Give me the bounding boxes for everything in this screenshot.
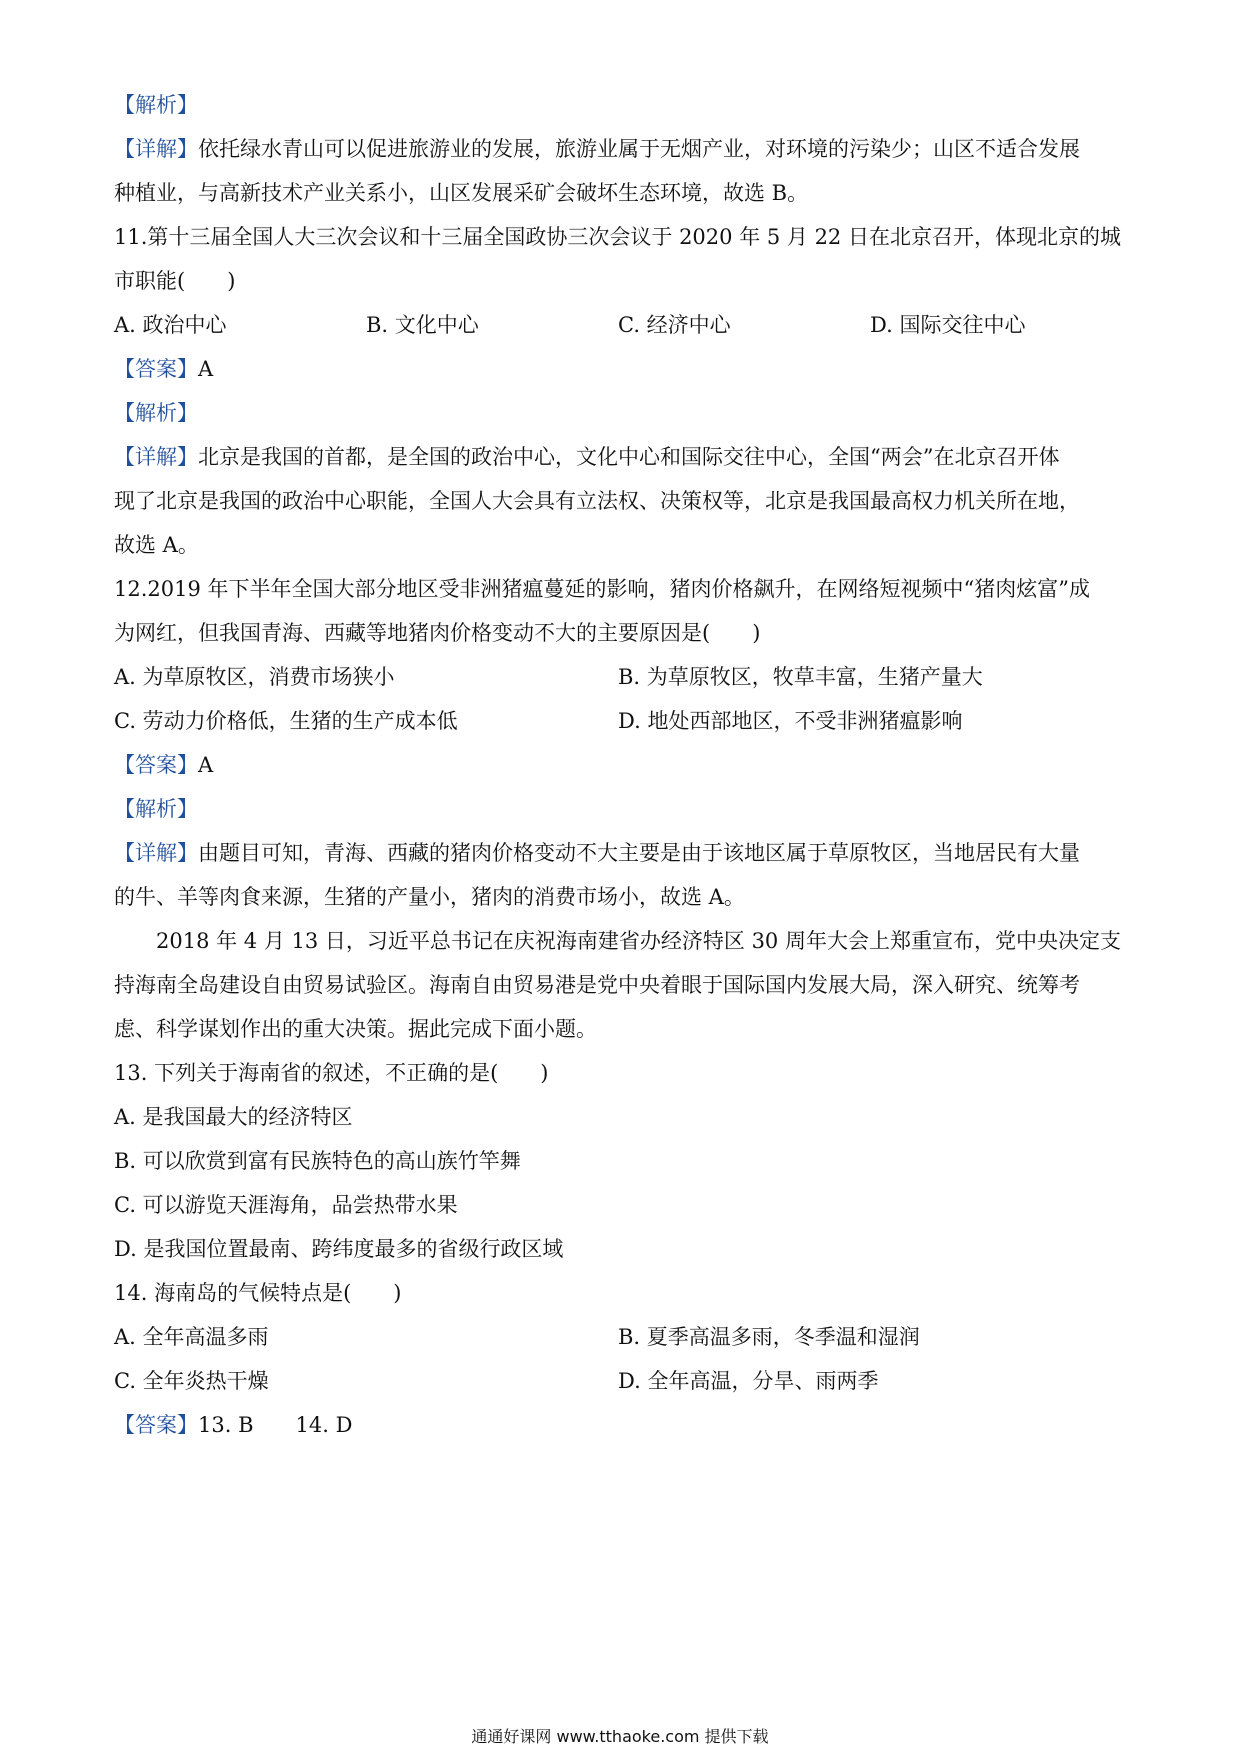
detail-line: 【详解】北京是我国的首都，是全国的政治中心，文化中心和国际交往中心，全国“两会”在北京召开体 [114, 445, 1060, 469]
page-footer: 通通好课网 www.tthaoke.com 提供下载 [471, 1727, 769, 1746]
passage-line: 虑、科学谋划作出的重大决策。据此完成下面小题。 [114, 1017, 597, 1041]
option-c: C. 劳动力价格低，生猪的生产成本低 [114, 709, 458, 733]
option-a: A. 政治中心 [114, 313, 227, 337]
option-d: D. 是我国位置最南、跨纬度最多的省级行政区域 [114, 1237, 564, 1261]
question-stem: 为网红，但我国青海、西藏等地猪肉价格变动不大的主要原因是( ) [114, 621, 761, 645]
detail-line: 的牛、羊等肉食来源，生猪的产量小，猪肉的消费市场小，故选 A。 [114, 885, 745, 909]
detail-line: 故选 A。 [114, 533, 199, 557]
question-stem: 12.2019 年下半年全国大部分地区受非洲猪瘟蔓延的影响，猪肉价格飙升，在网络短视频中“猪肉炫富”成 [114, 577, 1090, 601]
analysis-tag: 【解析】 [114, 797, 198, 821]
option-a: A. 是我国最大的经济特区 [114, 1105, 353, 1129]
passage-line: 持海南全岛建设自由贸易试验区。海南自由贸易港是党中央着眼于国际国内发展大局，深入研究、统筹考 [114, 973, 1080, 997]
answer-line: 【答案】A [114, 753, 214, 777]
question-stem: 13. 下列关于海南省的叙述，不正确的是( ) [114, 1061, 549, 1085]
detail-line: 现了北京是我国的政治中心职能，全国人大会具有立法权、决策权等，北京是我国最高权力机关所在地， [114, 489, 1080, 513]
passage-line: 2018 年 4 月 13 日，习近平总书记在庆祝海南建省办经济特区 30 周年大会上郑重宣布，党中央决定支 [156, 929, 1121, 953]
detail-line: 种植业，与高新技术产业关系小，山区发展采矿会破坏生态环境，故选 B。 [114, 181, 809, 205]
option-b: B. 夏季高温多雨，冬季温和湿润 [618, 1325, 920, 1349]
option-d: D. 地处西部地区，不受非洲猪瘟影响 [618, 709, 963, 733]
detail-line: 【详解】依托绿水青山可以促进旅游业的发展，旅游业属于无烟产业，对环境的污染少；山区不适合发展 [114, 137, 1080, 161]
analysis-tag: 【解析】 [114, 401, 198, 425]
question-stem: 市职能( ) [114, 269, 236, 293]
option-b: B. 可以欣赏到富有民族特色的高山族竹竿舞 [114, 1149, 521, 1173]
question-stem: 11.第十三届全国人大三次会议和十三届全国政协三次会议于 2020 年 5 月 22 日在北京召开，体现北京的城 [114, 225, 1121, 249]
option-b: B. 文化中心 [366, 313, 479, 337]
option-c: C. 经济中心 [618, 313, 731, 337]
option-d: D. 全年高温，分旱、雨两季 [618, 1369, 879, 1393]
detail-line: 【详解】由题目可知，青海、西藏的猪肉价格变动不大主要是由于该地区属于草原牧区，当地居民有大量 [114, 841, 1080, 865]
option-a: A. 全年高温多雨 [114, 1325, 269, 1349]
answer-line: 【答案】13. B 14. D [114, 1413, 353, 1437]
option-a: A. 为草原牧区，消费市场狭小 [114, 665, 395, 689]
option-c: C. 全年炎热干燥 [114, 1369, 269, 1393]
option-d: D. 国际交往中心 [870, 313, 1026, 337]
answer-line: 【答案】A [114, 357, 214, 381]
question-stem: 14. 海南岛的气候特点是( ) [114, 1281, 402, 1305]
analysis-tag: 【解析】 [114, 93, 198, 117]
option-c: C. 可以游览天涯海角，品尝热带水果 [114, 1193, 458, 1217]
option-b: B. 为草原牧区，牧草丰富，生猪产量大 [618, 665, 983, 689]
